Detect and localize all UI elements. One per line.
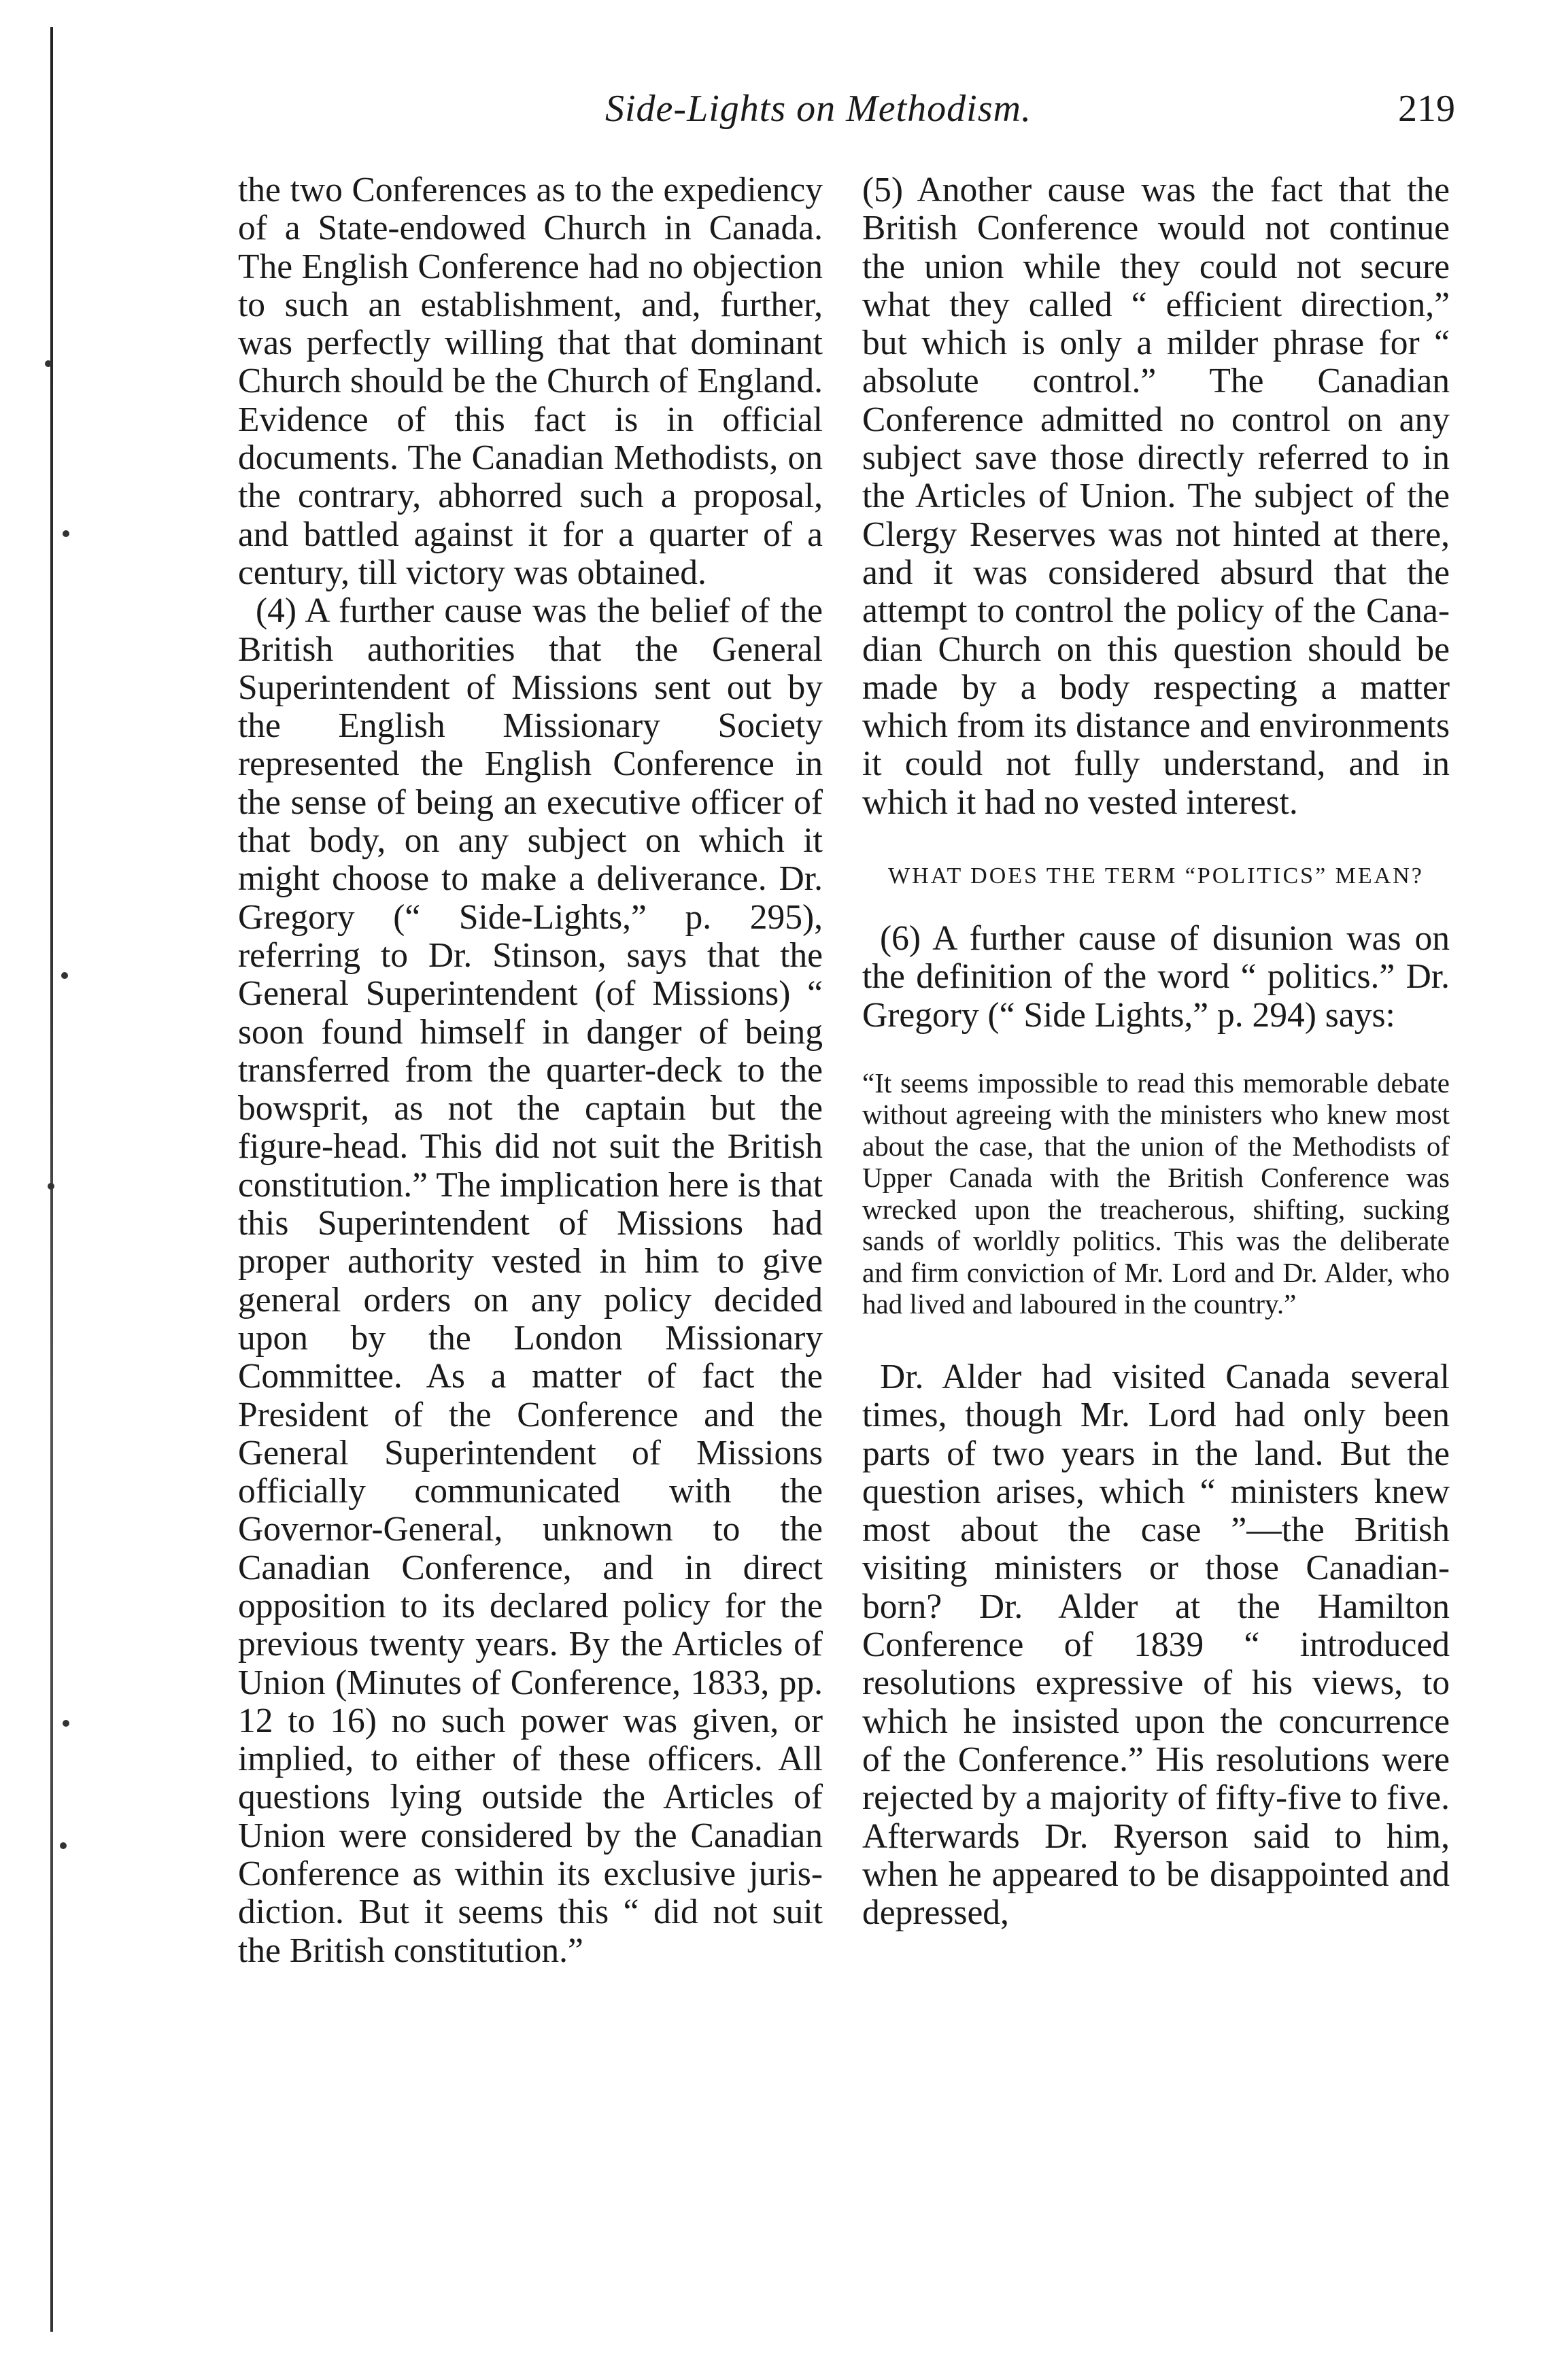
paragraph-cause-5: (5) Another cause was the fact that the British Conference would not continue the union while they could not secure what they called “ efficient direction,” but which is only a milder phrase for “ absolute control.” The Canadian Conference admitted no control on any subject save those directly referred to in the Articles of Union. The subject of the Clergy Reserves was not hinted at there, and it was considered absurd that the attempt to control the policy of the Canadian Church on this question should be made by a body respecting a matter which from its distance and environments it could not fully understand, and in which it had no vested interest. <box>862 171 1450 822</box>
binding-margin-line <box>50 27 53 2332</box>
section-heading: WHAT DOES THE TERM “POLITICS” MEAN? <box>888 863 1424 889</box>
margin-mark <box>63 530 69 537</box>
page-header <box>224 87 1455 141</box>
margin-mark <box>45 360 52 367</box>
paragraph-dr-alder: Dr. Alder had visited Canada several times, though Mr. Lord had only been parts of two years in the land. But the question arises, which “ ministers knew most about the case ”—the British visiting ministers or those Canadian-born? Dr. Alder at the Hamilton Conference of 1839 “ introduced resolutions expressive of his views, to which he insisted upon the concurrence of the Conference.” His resolutions were rejected by a majority of fifty-five to five. Afterwards Dr. Ryerson said to him, when he appeared to be disappointed and depressed, <box>862 1357 1450 1933</box>
paragraph-continuation: the two Conferences as to the expediency of a State-endowed Church in Canada. The English Conference had no objection to such an establishment, and, further, was perfectly willing that that dominant Church should be the Church of England. Evidence of this fact is in official documents. The Canadian Methodists, on the contrary, abhorred such a proposal, and battled against it for a quarter of a century, till victory was obtained. <box>238 171 823 592</box>
running-head: Side-Lights on Methodism. <box>605 88 1032 130</box>
page-number: 219 <box>1398 88 1455 130</box>
block-quote: “It seems impossible to read this memorable debate without agreeing with the ministers who knew most about the case, that the union of the Methodists of Upper Canada with the British Conference was wrecked upon the treacherous, shifting, sucking sands of worldly politics. This was the deliberate and firm conviction of Mr. Lord and Dr. Alder, who had lived and laboured in the country.” <box>862 1067 1450 1320</box>
margin-mark <box>48 1183 54 1190</box>
right-column <box>862 171 1450 1932</box>
left-column <box>238 171 823 1970</box>
paragraph-cause-4: (4) A further cause was the belief of the British authorities that the General Superintendent of Missions sent out by the English Missionary Society represented the English Conference in the sense of being an executive officer of that body, on any subject on which it might choose to make a deliverance. Dr. Gregory (“ Side-Lights,” p. 295), referring to Dr. Stinson, says that the General Superintendent (of Missions) “ soon found himself in danger of being transferred from the quarter-deck to the bowsprit, as not the captain but the figure-head. This did not suit the British constitution.” The implication here is that this Superintendent of Missions had proper authority vested in him to give general orders on any policy decided upon by the London Missionary Committee. As a matter of fact the President of the Conference and the General Superintendent of Missions officially communicated with the Governor-General, unknown to the Canadian Conference, and in direct opposition to its declared policy for the previous twenty years. By the Articles of Union (Minutes of Conference, 1833, pp. 12 to 16) no such power was given, or implied, to either of these officers. All questions lying outside the Articles of Union were considered by the Canadian Conference as within its exclusive jurisdiction. But it seems this “ did not suit the British constitution.” <box>238 591 823 1970</box>
margin-mark <box>61 972 68 979</box>
margin-mark <box>63 1720 69 1727</box>
margin-mark <box>60 1842 67 1849</box>
paragraph-cause-6: (6) A further cause of disunion was on the definition of the word “ politics.” Dr. Gregory (“ Side Lights,” p. 294) says: <box>862 919 1450 1035</box>
